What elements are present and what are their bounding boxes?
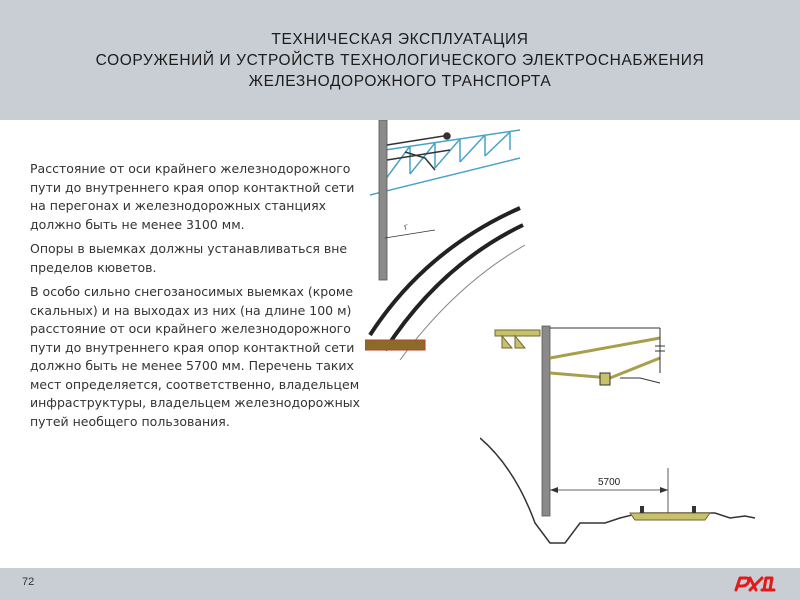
pole-foundation: [365, 340, 425, 350]
paragraph-3: В особо сильно снегозаносимых выемках (кроме скальных) и на выходах из них (на длине 100 м) расстояние от оси крайнего железнодорожного пути до внутреннего края опор контактной сети должно быть не менее 5700 мм. Перечень таких мест определяется, соответственно, владельцем инфраструктуры, владельцем железнодорожных путей необщего пользования.: [30, 284, 361, 429]
slide-header: [0, 0, 800, 120]
rzd-logo: [730, 570, 778, 596]
dimension-5700: [550, 468, 668, 513]
cutting-cross-section: [480, 318, 760, 563]
header-title-line-2: СООРУЖЕНИЙ И УСТРОЙСТВ ТЕХНОЛОГИЧЕСКОГО ЭЛЕКТРОСНАБЖЕНИЯ: [95, 51, 705, 69]
page-number: 72: [22, 576, 35, 588]
header-title-line-3: ЖЕЛЕЗНОДОРОЖНОГО ТРАНСПОРТА: [248, 72, 552, 90]
catenary-wires: [550, 328, 665, 385]
support-pole: [542, 326, 550, 516]
paragraph-2: Опоры в выемках должны устанавливаться вне пределов кюветов.: [30, 241, 348, 275]
body-text: [30, 160, 365, 437]
slide-footer: [0, 568, 800, 600]
paragraph-1: Расстояние от оси крайнего железнодорожного пути до внутреннего края опор контактной сети на перегонах и железнодорожных станциях должно быть не менее 3100 мм.: [30, 161, 355, 232]
support-pole: [379, 120, 387, 280]
overhead-truss: [370, 130, 520, 195]
small-dimension-label: Г: [403, 224, 410, 232]
cantilever-bracket: [550, 338, 660, 378]
track-ballast: [630, 506, 710, 520]
ground-profile: [480, 438, 755, 543]
header-title-line-1: ТЕХНИЧЕСКАЯ ЭКСПЛУАТАЦИЯ: [271, 30, 529, 48]
dimension-label: 5700: [598, 477, 621, 488]
left-console: [495, 330, 540, 348]
